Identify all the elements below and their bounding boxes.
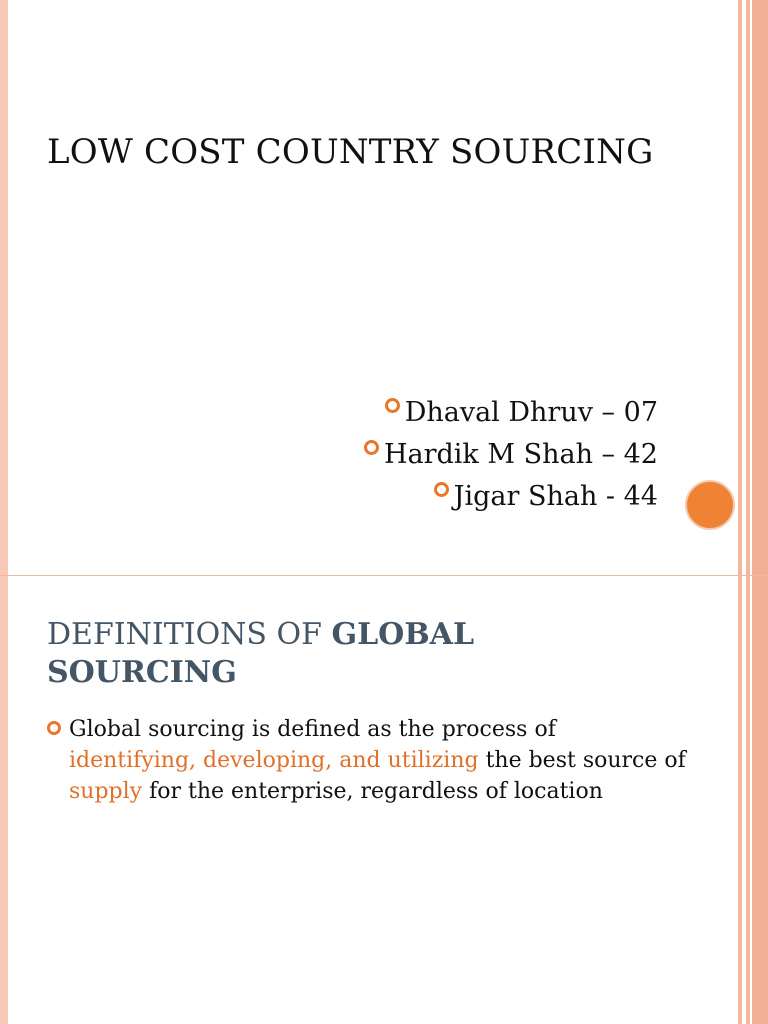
slide-title: LOW COST COUNTRY SOURCING (47, 132, 654, 172)
right-stripes (738, 0, 768, 576)
circle-bullet-icon (47, 721, 61, 735)
author-name: Dhaval Dhruv – 07 (404, 397, 658, 428)
stripe-3 (752, 576, 768, 1024)
stripe-1 (738, 0, 742, 576)
definition-text-3: for the enterprise, regardless of location (142, 779, 603, 804)
definition-highlight-2: supply (69, 779, 143, 804)
definition-highlight-1: identifying, developing, and utilizing (69, 748, 479, 773)
stripe-2 (746, 576, 750, 1024)
definition-text-2: the best source of (478, 748, 686, 773)
author-item (364, 392, 658, 434)
right-stripes (738, 576, 768, 1024)
author-name: Jigar Shah - 44 (453, 481, 658, 512)
orange-circle-decoration (685, 480, 735, 530)
circle-bullet-icon (385, 398, 400, 413)
section-title-regular: DEFINITIONS OF (47, 617, 332, 652)
stripe-3 (752, 0, 768, 576)
author-name: Hardik M Shah – 42 (383, 439, 658, 470)
circle-bullet-icon (434, 482, 449, 497)
section-title (47, 616, 567, 692)
definition-list (47, 714, 687, 807)
circle-bullet-icon (364, 440, 379, 455)
section-title-bold: GLOBAL SOURCING (47, 617, 475, 690)
author-item (364, 434, 658, 476)
stripe-1 (738, 576, 742, 1024)
definition-item (47, 714, 687, 807)
author-item (364, 476, 658, 518)
slide-2 (0, 576, 768, 1024)
definition-text-1: Global sourcing is defined as the process of (69, 717, 556, 742)
left-border-band (0, 0, 8, 576)
stripe-2 (746, 0, 750, 576)
author-list (364, 392, 658, 518)
left-border-band (0, 576, 8, 1024)
